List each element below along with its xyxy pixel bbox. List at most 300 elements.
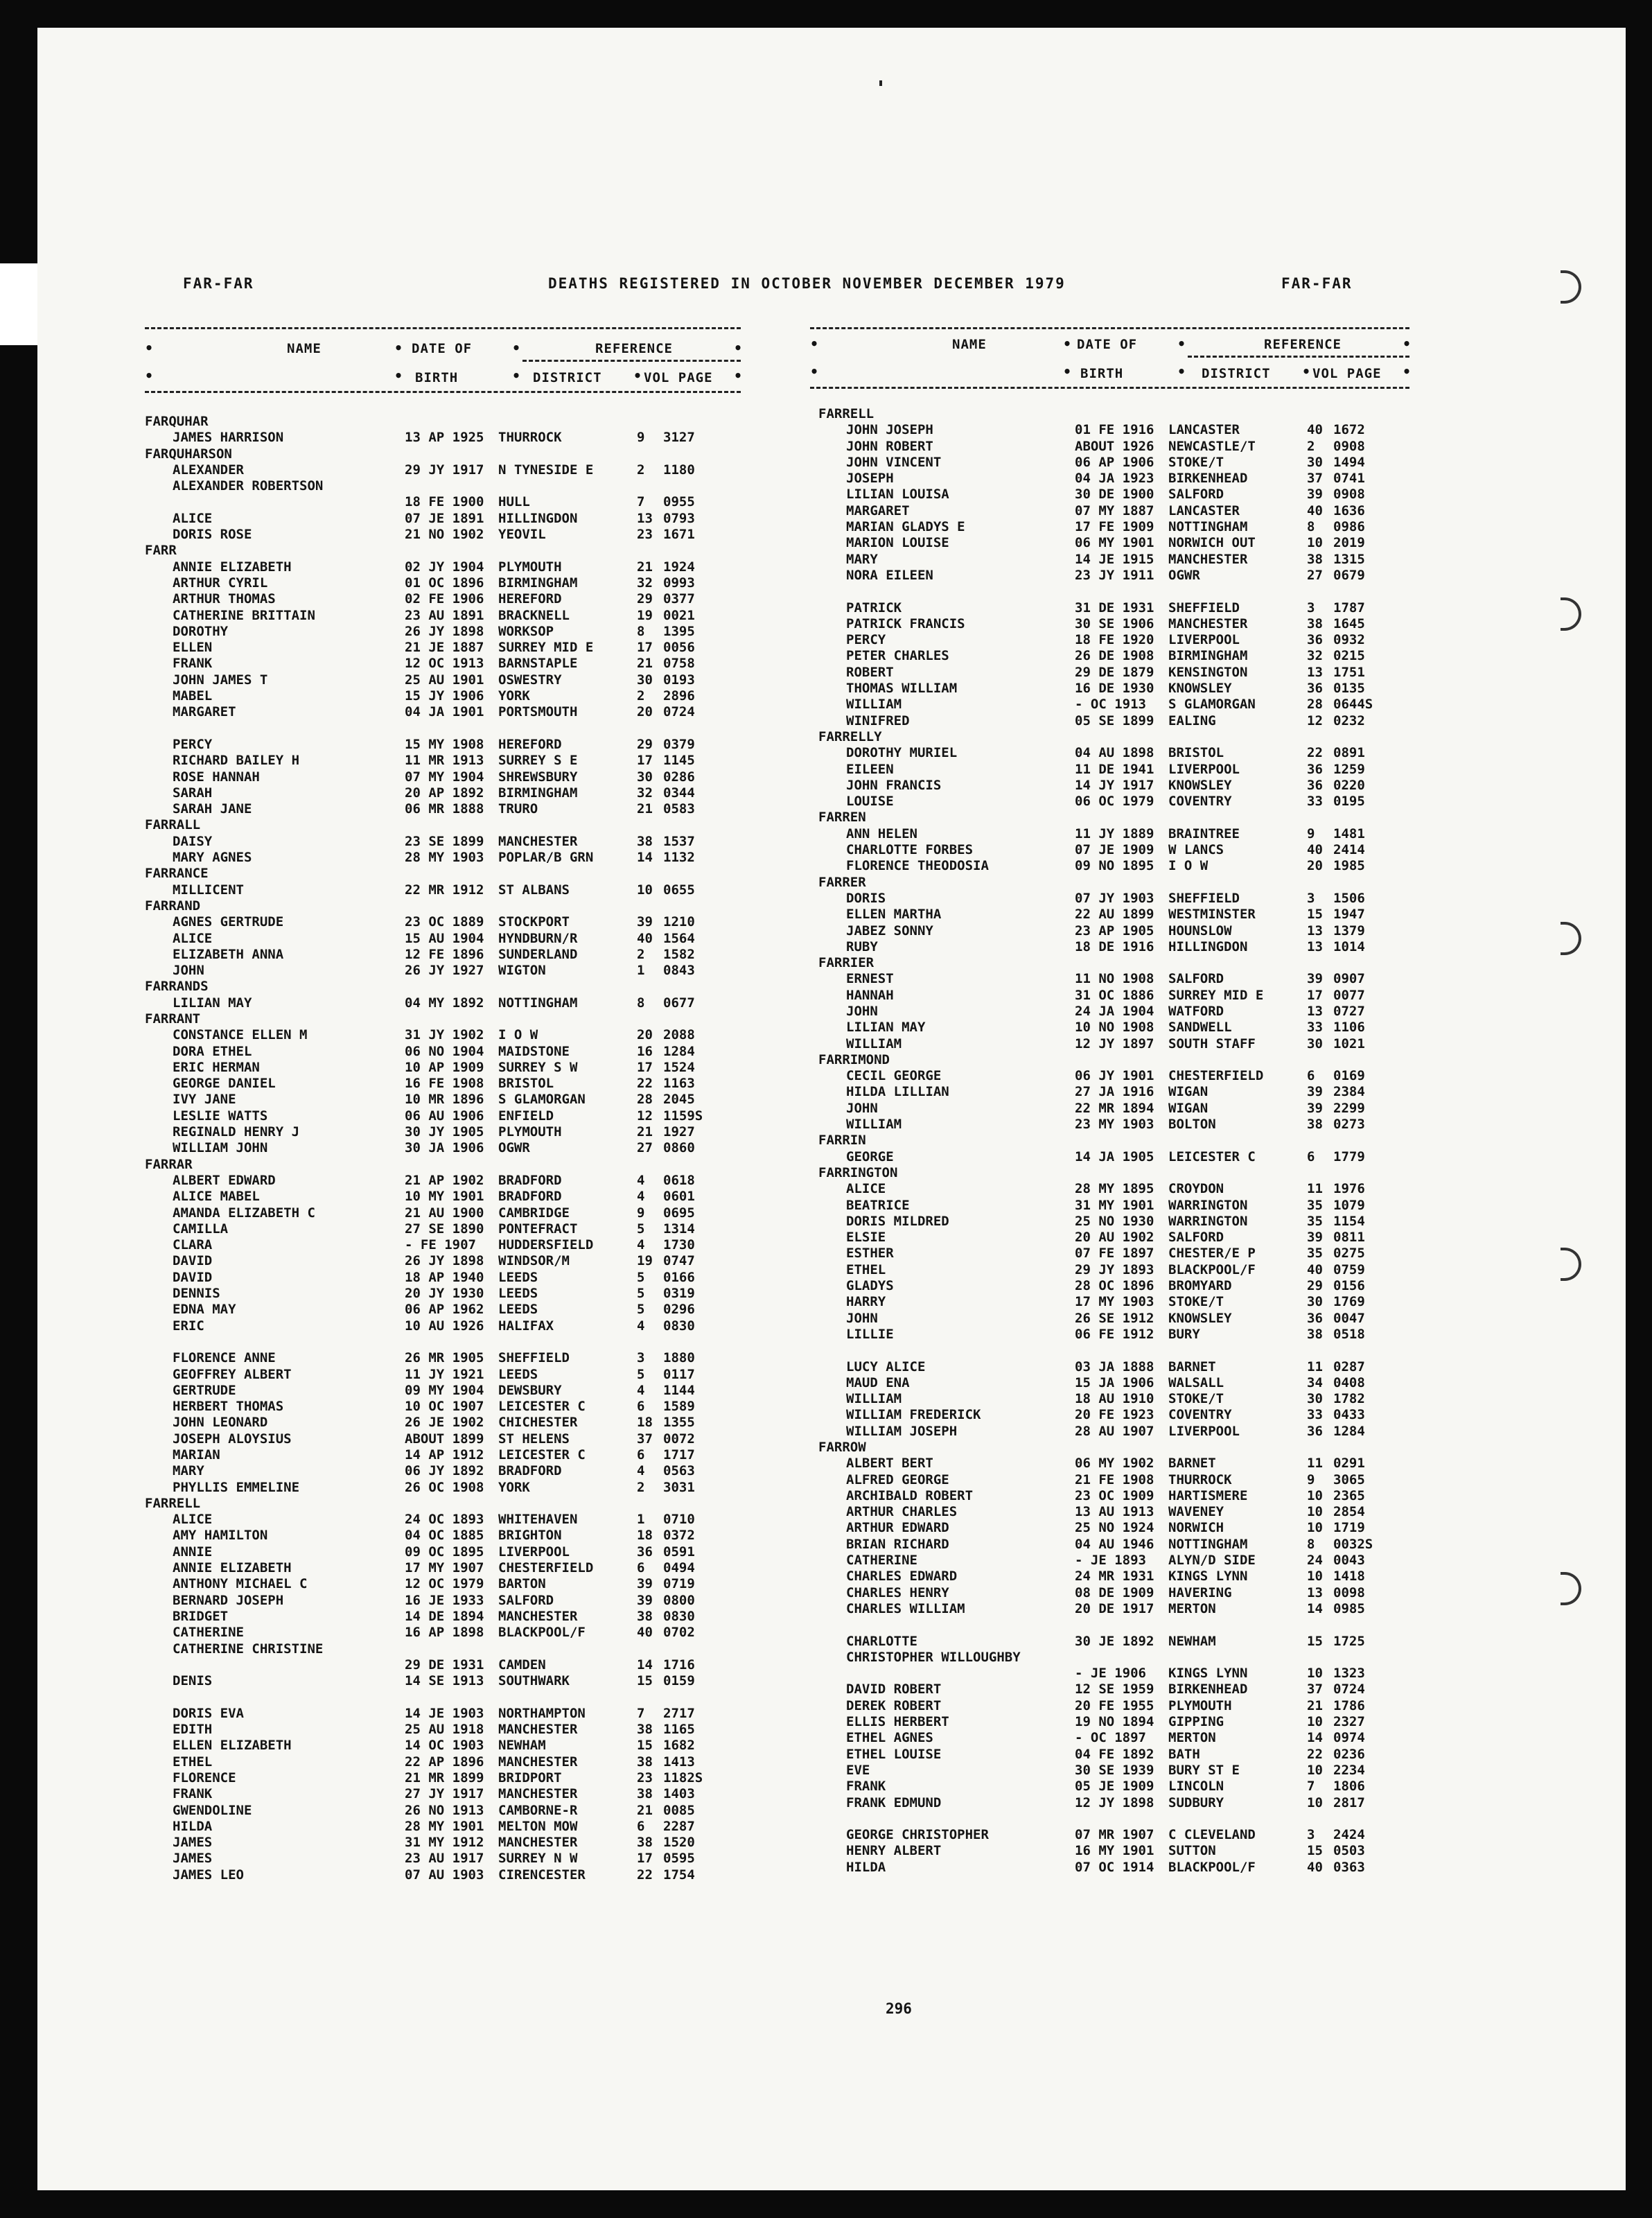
entry-forenames: ELLEN MARTHA [846,907,942,923]
entry-district: GIPPING [1168,1714,1224,1730]
entry-district: SHEFFIELD [1168,890,1240,906]
entry-district: CIRENCESTER [498,1867,586,1883]
entry-forenames: ALFRED GEORGE [846,1472,949,1487]
entry-district: KNOWSLEY [1168,681,1232,697]
entry-page: 0236 [1333,1746,1365,1762]
entry-district: CROYDON [1168,1181,1224,1197]
entry-page: 0098 [1333,1584,1365,1600]
entry-page: 0758 [663,656,695,672]
entry-page: 1645 [1333,615,1365,631]
death-entry-row [818,988,1414,1004]
death-entry-row [818,1294,1414,1310]
entry-district: S GLAMORGAN [1168,697,1256,713]
entry-district: SOUTHWARK [498,1673,570,1689]
entry-page: 1323 [1333,1666,1365,1682]
entry-birth-date: 23 AU 1917 [405,1851,484,1867]
entry-district: WARRINGTON [1168,1213,1248,1229]
death-entry-row [145,1867,741,1883]
entry-volume: 17 [637,640,653,656]
entry-page: 1806 [1333,1779,1365,1795]
death-entry-row [145,704,741,720]
col-reference-label: REFERENCE [1264,337,1342,352]
entry-birth-date: 11 MR 1913 [405,753,484,769]
entry-forenames: JAMES [173,1835,213,1851]
death-entry-row [145,1641,741,1657]
entry-page: 1636 [1333,503,1365,518]
entry-volume: 32 [637,575,653,591]
entry-birth-date: 14 JE 1915 [1075,551,1154,567]
entry-volume: 38 [637,1786,653,1802]
entry-volume: 9 [1307,826,1315,841]
entry-volume: 40 [1307,422,1323,438]
entry-district: CHESTERFIELD [498,1560,594,1576]
death-entry-row [818,1424,1414,1440]
entry-volume: 4 [637,1382,645,1398]
entry-district: CAMBORNE-R [498,1802,578,1818]
entry-district: NORTHAMPTON [498,1705,586,1721]
row-spacer [818,584,1414,600]
entry-district: NORWICH [1168,1520,1224,1536]
entry-volume: 20 [637,1027,653,1043]
entry-district: BRISTOL [1168,745,1224,761]
entry-page: 0077 [1333,987,1365,1003]
entry-volume: 22 [1307,745,1323,761]
entry-birth-date: 20 AU 1902 [1075,1230,1154,1246]
entry-page: 1355 [663,1415,695,1431]
entry-birth-date: 29 JY 1917 [405,462,484,478]
entry-birth-date: 31 DE 1931 [1075,600,1154,615]
col-dateof-label: DATE OF [1077,337,1138,352]
entry-volume: 9 [637,430,645,446]
entry-volume: 30 [1307,1036,1323,1051]
entry-forenames: LOUISE [846,794,894,810]
surname-label: FARRINGTON [818,1164,898,1180]
entry-district: BLACKPOOL/F [1168,1859,1256,1875]
death-entry-row [818,1004,1414,1020]
entry-birth-date: 18 FE 1920 [1075,632,1154,648]
entry-forenames: EDNA MAY [173,1302,236,1318]
death-entry-row [818,762,1414,778]
entry-page: 1132 [663,850,695,866]
surname-heading [145,1011,741,1027]
entry-birth-date: 31 JY 1902 [405,1027,484,1043]
entry-page: 1284 [663,1043,695,1059]
entry-forenames: ELLEN [173,640,213,656]
entry-page: 0135 [1333,681,1365,697]
entry-forenames: DAVID [173,1253,213,1269]
binder-hole [1561,270,1581,304]
entry-volume: 6 [637,1560,645,1576]
entry-volume: 6 [637,1818,645,1834]
entry-page: 0644S [1333,697,1373,713]
entry-page: 1520 [663,1835,695,1851]
entry-volume: 36 [1307,681,1323,697]
entry-page: 0891 [1333,745,1365,761]
death-entry-row [145,1302,741,1318]
entry-birth-date: - JE 1906 [1075,1666,1146,1682]
entry-volume: 36 [1307,761,1323,777]
entry-forenames: JOSEPH ALOYSIUS [173,1431,292,1447]
death-entry-row [818,1488,1414,1504]
entry-district: PONTEFRACT [498,1221,578,1237]
entry-district: BRISTOL [498,1076,554,1092]
entry-volume: 39 [637,1576,653,1592]
entry-birth-date: 25 NO 1930 [1075,1213,1154,1229]
entry-page: 0117 [663,1366,695,1382]
entry-forenames: MARIAN GLADYS E [846,519,965,535]
entry-volume: 15 [637,1738,653,1754]
surname-label: FARRIMOND [818,1051,890,1067]
entry-page: 0193 [663,672,695,688]
entry-forenames: WILLIAM JOSEPH [846,1423,958,1439]
entry-page: 0159 [663,1673,695,1689]
entry-page: 1413 [663,1754,695,1770]
death-entry-row [145,1044,741,1060]
entry-district: LINCOLN [1168,1779,1224,1795]
surname-label: FARREN [818,810,866,826]
entry-page: 0993 [663,575,695,591]
entry-page: 0379 [663,736,695,752]
entry-forenames: CATHERINE CHRISTINE [173,1641,324,1657]
death-entry-row [145,1706,741,1722]
entry-forenames: IVY JANE [173,1092,236,1108]
death-entry-row [818,1036,1414,1052]
death-entry-row [818,552,1414,568]
entry-page: 0695 [663,1205,695,1221]
row-spacer [818,1811,1414,1827]
entry-district: BRACKNELL [498,607,570,623]
entry-forenames: FLORENCE [173,1770,236,1785]
death-entry-row [818,1456,1414,1472]
entry-district: YORK [498,1479,530,1495]
entry-forenames: FRANK EDMUND [846,1795,942,1810]
entry-volume: 28 [1307,697,1323,713]
entry-district: HYNDBURN/R [498,930,578,946]
entry-birth-date: 06 JY 1901 [1075,1068,1154,1084]
death-entry-row [818,923,1414,939]
entry-page: 2896 [663,688,695,704]
entry-volume: 35 [1307,1213,1323,1229]
entry-district: BIRMINGHAM [498,785,578,801]
entry-district: MANCHESTER [498,1608,578,1624]
entry-district: BIRMINGHAM [1168,648,1248,664]
entry-district: HALIFAX [498,1318,554,1334]
death-entry-row [145,1253,741,1269]
entry-forenames: WILLIAM [846,1117,902,1133]
entry-district: SANDWELL [1168,1020,1232,1036]
entry-forenames: EILEEN [846,761,894,777]
death-entry-row [818,1714,1414,1730]
entry-birth-date: 27 SE 1890 [405,1221,484,1237]
col-reference-label: REFERENCE [595,341,673,356]
entry-page: 1481 [1333,826,1365,841]
entry-volume: 17 [637,1851,653,1867]
entry-volume: 37 [637,1431,653,1447]
entry-district: MERTON [1168,1730,1216,1746]
entry-volume: 13 [637,510,653,526]
entry-district: BATH [1168,1746,1200,1762]
entry-birth-date: 27 JA 1916 [1075,1084,1154,1100]
entry-district: PLYMOUTH [1168,1697,1232,1713]
entry-forenames: ERNEST [846,971,894,987]
death-entry-row [145,1399,741,1415]
entry-forenames: RICHARD BAILEY H [173,753,300,769]
death-entry-row [818,439,1414,455]
entry-birth-date: 10 AP 1909 [405,1059,484,1075]
entry-birth-date: 07 AU 1903 [405,1867,484,1883]
entry-forenames: MAUD ENA [846,1374,910,1390]
entry-volume: 10 [1307,1795,1323,1810]
death-entry-row [818,826,1414,842]
entry-birth-date: 29 DE 1879 [1075,664,1154,680]
entry-district: SALFORD [1168,971,1224,987]
entry-page: 2424 [1333,1827,1365,1843]
entry-page: 0830 [663,1318,695,1334]
entry-district: LEEDS [498,1286,538,1302]
entry-forenames: LILIAN LOUISA [846,487,949,503]
entry-birth-date: 04 AU 1898 [1075,745,1154,761]
entry-birth-date: 21 JE 1887 [405,640,484,656]
entry-district: ST ALBANS [498,882,570,898]
entry-volume: 10 [1307,1520,1323,1536]
entry-forenames: HARRY [846,1294,886,1310]
entry-volume: 30 [637,672,653,688]
death-entry-row [145,1318,741,1334]
entry-district: HARTISMERE [1168,1487,1248,1503]
entry-volume: 17 [1307,987,1323,1003]
death-entry-row [818,471,1414,487]
entry-page: 1786 [1333,1697,1365,1713]
entry-district: MANCHESTER [498,1786,578,1802]
entry-volume: 8 [637,623,645,639]
death-entry-row [818,907,1414,923]
entry-birth-date: 20 DE 1917 [1075,1600,1154,1616]
entry-page: 2414 [1333,842,1365,858]
death-entry-row [145,1415,741,1431]
death-entry-row [818,1779,1414,1795]
death-entry-row [145,608,741,624]
death-entry-row [818,745,1414,761]
death-entry-row [145,1722,741,1738]
surname-label: FARRIN [818,1133,866,1149]
death-entry-row [818,1601,1414,1617]
entry-district: PLYMOUTH [498,559,562,575]
death-entry-row [818,648,1414,664]
entry-birth-date: 26 DE 1908 [1075,648,1154,664]
entry-district: HEREFORD [498,591,562,607]
surname-label: FARRELL [145,1495,201,1511]
death-entry-row [818,1117,1414,1133]
death-entry-row [818,939,1414,955]
entry-forenames: PHYLLIS EMMELINE [173,1479,300,1495]
entry-district: SUNDERLAND [498,946,578,962]
entry-volume: 38 [637,833,653,849]
entry-district: LEEDS [498,1269,538,1285]
death-entry-row [818,1359,1414,1375]
entry-district: NOTTINGHAM [1168,1536,1248,1552]
entry-volume: 33 [1307,1020,1323,1036]
entry-birth-date: 18 FE 1900 [405,494,484,510]
entry-birth-date: - OC 1897 [1075,1730,1146,1746]
entry-page: 0655 [663,882,695,898]
death-entry-row [818,1278,1414,1294]
entry-district: BIRKENHEAD [1168,1682,1248,1697]
entry-birth-date: 12 JY 1897 [1075,1036,1154,1051]
entry-page: 0618 [663,1172,695,1188]
surname-heading [818,955,1414,971]
surname-heading [145,446,741,462]
entry-forenames: GLADYS [846,1278,894,1294]
entry-volume: 40 [637,930,653,946]
entry-birth-date: 06 FE 1912 [1075,1326,1154,1342]
entry-volume: 13 [1307,938,1323,954]
entry-birth-date: 06 OC 1979 [1075,794,1154,810]
entry-district: STOKE/T [1168,1294,1224,1310]
entry-volume: 22 [637,1867,653,1883]
entry-birth-date: 18 DE 1916 [1075,938,1154,954]
header-title: DEATHS REGISTERED IN OCTOBER NOVEMBER DECEMBER 1979 [548,275,1066,292]
entry-district: CAMBRIDGE [498,1205,570,1221]
entry-page: 0974 [1333,1730,1365,1746]
entry-district: SURREY S W [498,1059,578,1075]
entry-birth-date: 24 OC 1893 [405,1512,484,1528]
entry-birth-date: 30 JY 1905 [405,1124,484,1140]
death-entry-row [145,1851,741,1867]
entry-district: WALSALL [1168,1374,1224,1390]
entry-birth-date: 14 AP 1912 [405,1447,484,1462]
entry-volume: 14 [637,1657,653,1673]
death-entry-row [818,681,1414,697]
entry-volume: 10 [1307,1714,1323,1730]
death-entry-row [145,1076,741,1092]
death-entry-row [145,995,741,1011]
death-entry-row [145,1528,741,1544]
entry-district: SALFORD [1168,1230,1224,1246]
entry-forenames: JABEZ SONNY [846,923,933,938]
entry-page: 1106 [1333,1020,1365,1036]
entry-district: STOKE/T [1168,1391,1224,1407]
entry-birth-date: 04 OC 1885 [405,1528,484,1544]
death-entry-row [145,914,741,930]
entry-district: NEWHAM [1168,1633,1216,1649]
entry-forenames: PATRICK [846,600,902,615]
death-entry-row [818,778,1414,794]
death-entry-row [818,1795,1414,1811]
entry-district: BARNET [1168,1456,1216,1472]
entry-forenames: JOHN FRANCIS [846,777,942,793]
entry-forenames: ARTHUR EDWARD [846,1520,949,1536]
death-entry-row [818,1537,1414,1553]
death-entry-row [145,672,741,688]
entry-district: HUDDERSFIELD [498,1237,594,1253]
entry-district: BARNSTAPLE [498,656,578,672]
entry-forenames: JOHN [846,1100,878,1116]
entry-district: POPLAR/B GRN [498,850,594,866]
entry-birth-date: 14 JE 1903 [405,1705,484,1721]
entry-birth-date: 26 JY 1927 [405,963,484,979]
entry-page: 3127 [663,430,695,446]
death-entry-row [818,1585,1414,1601]
entry-district: HEREFORD [498,736,562,752]
entry-forenames: ELLIS HERBERT [846,1714,949,1730]
entry-page: 0727 [1333,1003,1365,1019]
entry-birth-date: 23 SE 1899 [405,833,484,849]
entry-birth-date: 26 MR 1905 [405,1350,484,1366]
entry-forenames: JOHN ROBERT [846,438,933,454]
entry-forenames: ARCHIBALD ROBERT [846,1487,974,1503]
entry-page: 0372 [663,1528,695,1544]
entry-volume: 9 [637,1205,645,1221]
entry-page: 1524 [663,1059,695,1075]
death-entry-row [145,511,741,527]
surname-heading [818,875,1414,891]
death-entry-row [145,575,741,591]
entry-district: LEEDS [498,1366,538,1382]
entry-district: BOLTON [1168,1117,1216,1133]
entry-birth-date: 18 AU 1910 [1075,1391,1154,1407]
entry-page: 1259 [1333,761,1365,777]
entry-volume: 24 [1307,1553,1323,1569]
entry-birth-date: 18 AP 1940 [405,1269,484,1285]
surname-label: FARQUHAR [145,414,209,429]
entry-birth-date: 11 NO 1908 [1075,971,1154,987]
death-entry-row [145,1463,741,1479]
entry-district: OGWR [498,1140,530,1156]
entry-forenames: SARAH JANE [173,801,252,817]
entry-page: 1079 [1333,1197,1365,1213]
entry-page: 1144 [663,1382,695,1398]
entry-birth-date: 26 JE 1902 [405,1415,484,1431]
entry-birth-date: 21 AU 1900 [405,1205,484,1221]
entry-birth-date: 28 AU 1907 [1075,1423,1154,1439]
entry-volume: 15 [1307,1843,1323,1859]
entry-birth-date: 21 NO 1902 [405,527,484,543]
entry-volume: 1 [637,963,645,979]
entry-forenames: MARGARET [173,704,236,720]
death-entry-row [145,1270,741,1286]
entry-forenames: BERNARD JOSEPH [173,1592,284,1608]
entry-district: THURROCK [498,430,562,446]
entry-birth-date: 30 SE 1906 [1075,615,1154,631]
entry-page: 0195 [1333,794,1365,810]
death-entry-row [145,801,741,817]
entry-district: BLACKPOOL/F [1168,1261,1256,1277]
entry-page: 1682 [663,1738,695,1754]
death-entry-row [818,971,1414,987]
scan-edge-tab [0,263,37,345]
surname-heading [818,1440,1414,1456]
entry-forenames: ELSIE [846,1230,886,1246]
entry-birth-date: 21 AP 1902 [405,1172,484,1188]
entry-page: 0085 [663,1802,695,1818]
death-entry-row [818,1311,1414,1327]
entry-page: 1182S [663,1770,703,1785]
death-entry-row [145,1786,741,1802]
entry-forenames: ALBERT EDWARD [173,1172,276,1188]
death-entry-row [145,1286,741,1302]
entry-page: 0985 [1333,1600,1365,1616]
entry-volume: 22 [1307,1746,1323,1762]
death-entry-row [145,1803,741,1819]
entry-page: 1154 [1333,1213,1365,1229]
entry-forenames: CONSTANCE ELLEN M [173,1027,308,1043]
death-entry-row [145,1576,741,1592]
entry-volume: 13 [1307,923,1323,938]
entry-forenames: PERCY [846,632,886,648]
entry-district: SHEFFIELD [1168,600,1240,615]
entry-volume: 27 [1307,567,1323,583]
entry-birth-date: 20 FE 1923 [1075,1407,1154,1423]
